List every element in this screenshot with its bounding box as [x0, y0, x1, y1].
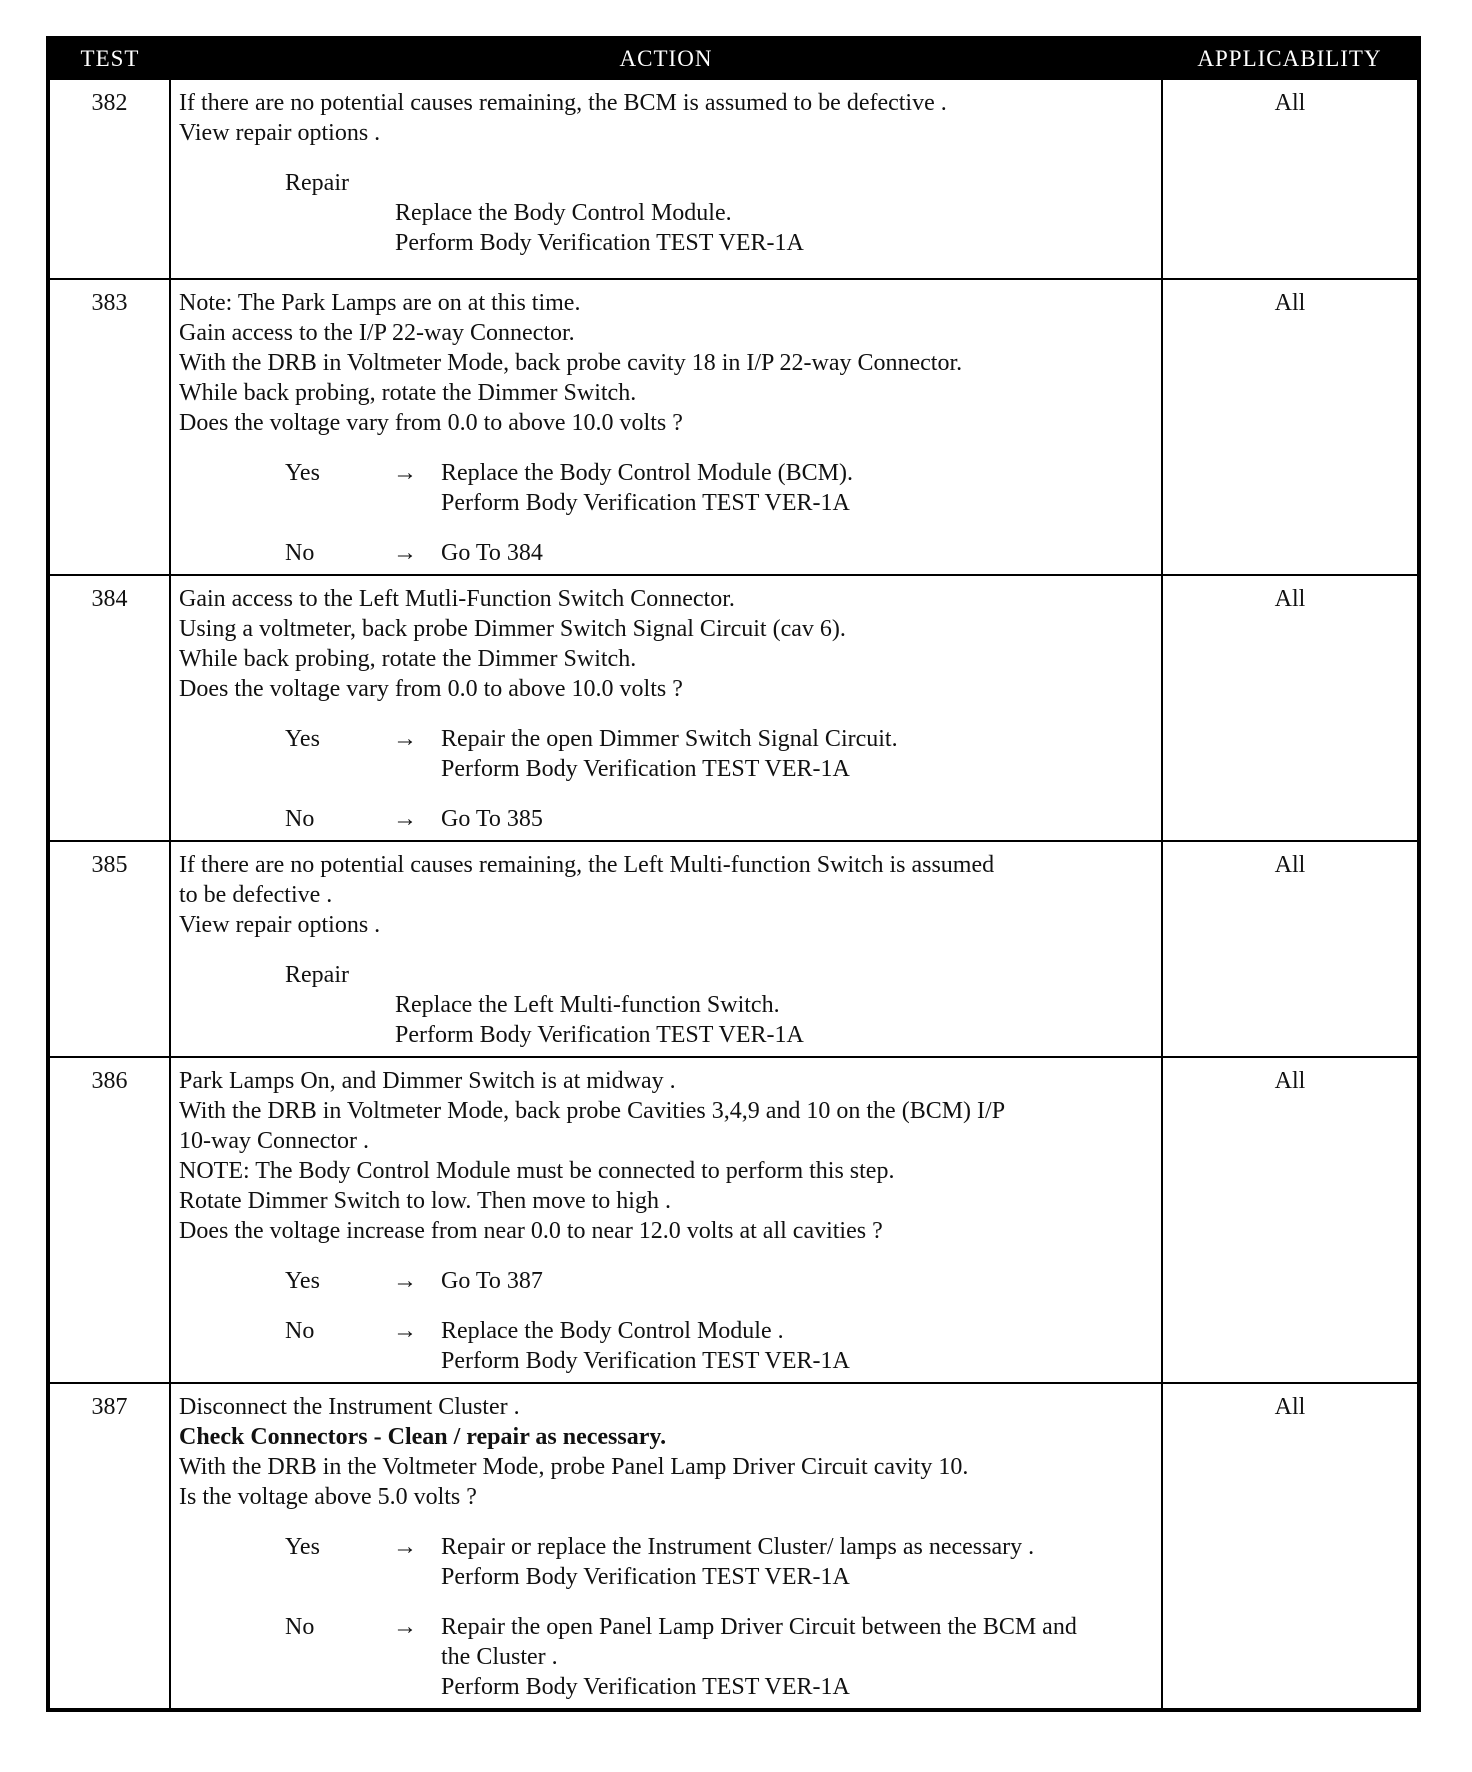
applicability: All [1162, 575, 1419, 841]
header-test: TEST [48, 38, 170, 79]
repair-item: Perform Body Verification TEST VER-1A [395, 1022, 804, 1048]
repair-items [179, 198, 1155, 258]
table-row [48, 79, 1419, 279]
result-body [441, 804, 1155, 834]
test-number: 382 [48, 79, 170, 279]
action-line: Park Lamps On, and Dimmer Switch is at midway . [179, 1068, 676, 1094]
arrow-icon: → [393, 806, 417, 832]
test-number: 383 [48, 279, 170, 575]
result-body [441, 724, 1155, 784]
repair-item: Perform Body Verification TEST VER-1A [395, 230, 804, 256]
result-line: Perform Body Verification TEST VER-1A [441, 490, 850, 516]
action-cell [170, 1057, 1162, 1383]
table-row [48, 279, 1419, 575]
diagnostic-test-table [46, 36, 1421, 1712]
header-action: ACTION [170, 38, 1162, 79]
result-key: No [285, 1318, 315, 1344]
action-line: With the DRB in the Voltmeter Mode, probe Panel Lamp Driver Circuit cavity 10. [179, 1454, 969, 1480]
applicability: All [1162, 1057, 1419, 1383]
result-yes [179, 724, 1155, 784]
result-body [441, 458, 1155, 518]
test-number: 385 [48, 841, 170, 1057]
result-line: Go To 385 [441, 806, 543, 832]
result-line: Repair or replace the Instrument Cluster/ lamps as necessary . [441, 1534, 1035, 1560]
result-line: the Cluster . [441, 1644, 558, 1670]
test-table [46, 36, 1421, 1712]
result-body [441, 1316, 1155, 1376]
action-line: While back probing, rotate the Dimmer Switch. [179, 646, 637, 672]
arrow-icon: → [393, 1614, 417, 1640]
result-line: Repair the open Dimmer Switch Signal Circuit. [441, 726, 898, 752]
result-line: Replace the Body Control Module . [441, 1318, 784, 1344]
action-line: NOTE: The Body Control Module must be connected to perform this step. [179, 1158, 895, 1184]
test-number: 387 [48, 1383, 170, 1710]
result-line: Perform Body Verification TEST VER-1A [441, 1674, 850, 1700]
repair-label: Repair [285, 170, 349, 196]
action-line: Is the voltage above 5.0 volts ? [179, 1484, 477, 1510]
arrow-icon: → [393, 1268, 417, 1294]
result-key: No [285, 540, 315, 566]
arrow-icon: → [393, 726, 417, 752]
header-applicability: APPLICABILITY [1162, 38, 1419, 79]
action-line-bold: Check Connectors - Clean / repair as necessary. [179, 1424, 667, 1450]
applicability: All [1162, 841, 1419, 1057]
action-cell [170, 575, 1162, 841]
action-line: Does the voltage vary from 0.0 to above 10.0 volts ? [179, 410, 683, 436]
applicability: All [1162, 279, 1419, 575]
arrow-icon: → [393, 1534, 417, 1560]
repair-label: Repair [285, 962, 349, 988]
applicability: All [1162, 1383, 1419, 1710]
action-cell [170, 841, 1162, 1057]
repair-item: Replace the Left Multi-function Switch. [395, 992, 780, 1018]
repair-item: Replace the Body Control Module. [395, 200, 732, 226]
result-line: Go To 387 [441, 1268, 543, 1294]
result-line: Perform Body Verification TEST VER-1A [441, 1564, 850, 1590]
action-line: With the DRB in Voltmeter Mode, back probe cavity 18 in I/P 22-way Connector. [179, 350, 963, 376]
action-cell [170, 1383, 1162, 1710]
result-no [179, 538, 1155, 568]
result-key: No [285, 1614, 315, 1640]
result-key: No [285, 806, 315, 832]
action-line: Rotate Dimmer Switch to low. Then move to high . [179, 1188, 671, 1214]
action-line: If there are no potential causes remaining, the Left Multi-function Switch is assumed [179, 852, 995, 878]
result-line: Go To 384 [441, 540, 543, 566]
test-number: 384 [48, 575, 170, 841]
result-body [441, 1532, 1155, 1592]
action-line: 10-way Connector . [179, 1128, 369, 1154]
arrow-icon: → [393, 1318, 417, 1344]
table-row [48, 1383, 1419, 1710]
result-line: Repair the open Panel Lamp Driver Circuit between the BCM and [441, 1614, 1077, 1640]
action-line: Does the voltage increase from near 0.0 to near 12.0 volts at all cavities ? [179, 1218, 883, 1244]
action-line: Gain access to the Left Mutli-Function Switch Connector. [179, 586, 735, 612]
table-header-row [48, 38, 1419, 79]
repair-items [179, 990, 1155, 1050]
action-line: View repair options . [179, 120, 381, 146]
result-body [441, 538, 1155, 568]
result-body [441, 1612, 1155, 1702]
result-line: Perform Body Verification TEST VER-1A [441, 756, 850, 782]
result-key: Yes [285, 460, 320, 486]
action-cell [170, 279, 1162, 575]
action-line: Does the voltage vary from 0.0 to above 10.0 volts ? [179, 676, 683, 702]
result-no [179, 804, 1155, 834]
action-line: Note: The Park Lamps are on at this time. [179, 290, 581, 316]
result-line: Perform Body Verification TEST VER-1A [441, 1348, 850, 1374]
arrow-icon: → [393, 460, 417, 486]
result-no [179, 1316, 1155, 1376]
action-line: Gain access to the I/P 22-way Connector. [179, 320, 575, 346]
action-line: to be defective . [179, 882, 333, 908]
action-line: If there are no potential causes remaining, the BCM is assumed to be defective . [179, 90, 947, 116]
result-yes [179, 1266, 1155, 1296]
arrow-icon: → [393, 540, 417, 566]
action-line: With the DRB in Voltmeter Mode, back probe Cavities 3,4,9 and 10 on the (BCM) I/P [179, 1098, 1006, 1124]
test-number: 386 [48, 1057, 170, 1383]
table-row [48, 575, 1419, 841]
result-no [179, 1612, 1155, 1702]
result-yes [179, 458, 1155, 518]
result-key: Yes [285, 1534, 320, 1560]
action-line: Disconnect the Instrument Cluster . [179, 1394, 520, 1420]
result-body [441, 1266, 1155, 1296]
result-yes [179, 1532, 1155, 1592]
action-line: Using a voltmeter, back probe Dimmer Switch Signal Circuit (cav 6). [179, 616, 846, 642]
table-row [48, 1057, 1419, 1383]
result-key: Yes [285, 1268, 320, 1294]
result-line: Replace the Body Control Module (BCM). [441, 460, 853, 486]
action-line: While back probing, rotate the Dimmer Switch. [179, 380, 637, 406]
table-row [48, 841, 1419, 1057]
result-key: Yes [285, 726, 320, 752]
action-line: View repair options . [179, 912, 381, 938]
applicability: All [1162, 79, 1419, 279]
action-cell [170, 79, 1162, 279]
